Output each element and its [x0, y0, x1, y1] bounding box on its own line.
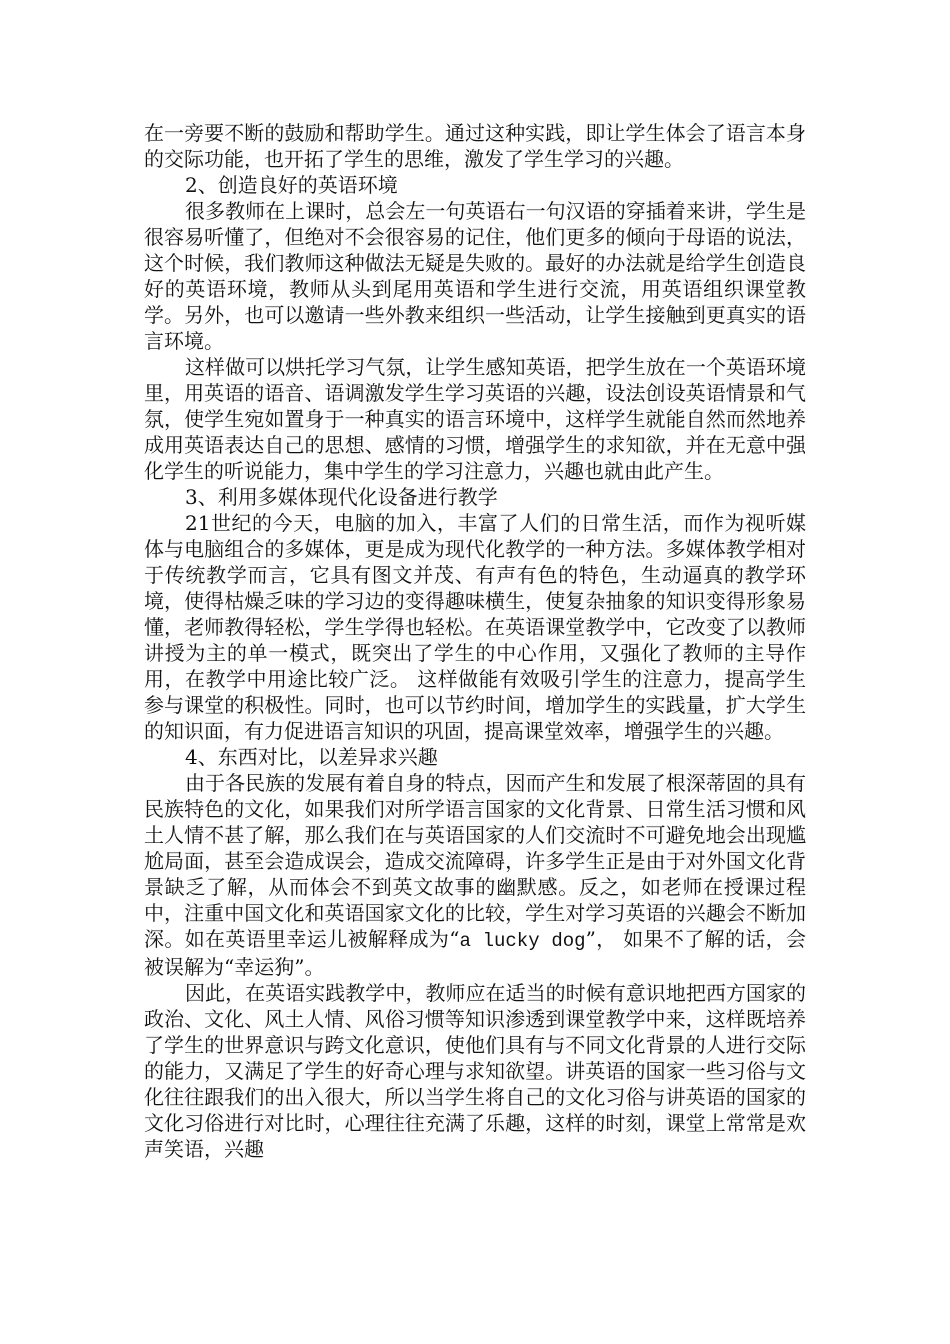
- paragraph: 在一旁要不断的鼓励和帮助学生。通过这种实践，即让学生体会了语言本身的交际功能，也开拓了学生的思维，激发了学生学习的兴趣。: [144, 121, 806, 171]
- paragraph: 因此，在英语实践教学中，教师应在适当的时候有意识地把西方国家的政治、文化、风土人情、风俗习惯等知识渗透到课堂教学中来，这样既培养了学生的世界意识与跨文化意识，使他们具有与不同文化背景的人进行交际的能力，又满足了学生的好奇心理与求知欲望。讲英语的国家一些习俗与文化往往跟我们的出入很大，所以当学生将自己的文化习俗与讲英语的国家的文化习俗进行对比时，心理往往充满了乐趣，这样的时刻，课堂上常常是欢声笑语，兴趣: [144, 981, 806, 1161]
- section-heading-4: 4、东西对比，以差异求兴趣: [185, 745, 438, 769]
- paragraph-with-english-phrase: [144, 770, 806, 980]
- section-heading-2: 2、创造良好的英语环境: [185, 173, 398, 197]
- paragraph-text: ”， 如果不了解的话，会被误解为“幸运狗”。: [144, 927, 806, 979]
- paragraph: 很多教师在上课时，总会左一句英语右一句汉语的穿插着来讲，学生是很容易听懂了，但绝对不会很容易的记住，他们更多的倾向于母语的说法，这个时候，我们教师这种做法无疑是失败的。最好的办法就是给学生创造良好的英语环境，教师从头到尾用英语和学生进行交流，用英语组织课堂教学。另外，也可以邀请一些外教来组织一些活动，让学生接触到更真实的语言环境。: [144, 199, 806, 353]
- paragraph: 这样做可以烘托学习气氛，让学生感知英语，把学生放在一个英语环境里，用英语的语音、语调激发学生学习英语的兴趣，设法创设英语情景和气氛，使学生宛如置身于一种真实的语言环境中，这样学生就能自然而然地养成用英语表达自己的思想、感情的习惯，增强学生的求知欲，并在无意中强化学生的听说能力，集中学生的学习注意力，兴趣也就由此产生。: [144, 355, 806, 483]
- document-body: [144, 120, 806, 1162]
- english-phrase: a lucky dog: [459, 930, 586, 952]
- paragraph: 21世纪的今天，电脑的加入，丰富了人们的日常生活，而作为视听媒体与电脑组合的多媒体，更是成为现代化教学的一种方法。多媒体教学相对于传统教学而言，它具有图文并茂、有声有色的特色，生动逼真的教学环境，使得枯燥乏味的学习边的变得趣味横生，使复杂抽象的知识变得形象易懂，老师教得轻松，学生学得也轻松。在英语课堂教学中，它改变了以教师讲授为主的单一模式，既突出了学生的中心作用，又强化了教师的主导作用，在教学中用途比较广泛。 这样做能有效吸引学生的注意力，提高学生参与课堂的积极性。同时，也可以节约时间，增加学生的实践量，扩大学生的知识面，有力促进语言知识的巩固，提高课堂效率，增强学生的兴趣。: [144, 511, 806, 743]
- paragraph-text: 由于各民族的发展有着自身的特点，因而产生和发展了根深蒂固的具有民族特色的文化，如果我们对所学语言国家的文化背景、日常生活习惯和风土人情不甚了解，那么我们在与英语国家的人们交流时不可避免地会出现尴尬局面，甚至会造成误会，造成交流障碍，许多学生正是由于对外国文化背景缺乏了解，从而体会不到英文故事的幽默感。反之，如老师在授课过程中，注重中国文化和英语国家文化的比较，学生对学习英语的兴趣会不断加深。如在英语里幸运儿被解释成为“: [144, 771, 806, 951]
- section-heading-3: 3、利用多媒体现代化设备进行教学: [185, 485, 498, 509]
